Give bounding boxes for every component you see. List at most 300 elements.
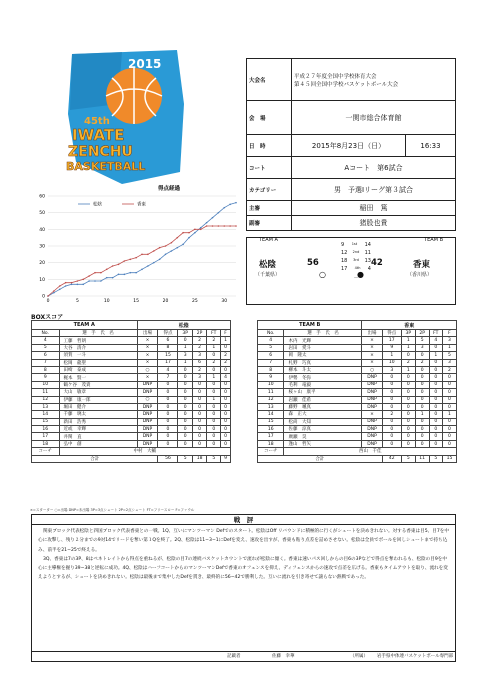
y-tick-label: 20: [39, 261, 45, 267]
data-point: [106, 269, 108, 271]
data-point: [200, 229, 202, 231]
box-cell: 12: [258, 396, 284, 403]
referee: 稲田 篤: [292, 201, 456, 216]
box-cell: 9: [258, 374, 284, 381]
box-cell: 6: [258, 352, 284, 359]
series-line: [48, 203, 236, 296]
logo-year: 2015: [128, 57, 162, 71]
box-cell: 2: [192, 366, 207, 373]
box-cell: 1: [207, 396, 221, 403]
box-cell: DNP: [362, 381, 382, 388]
box-cell: DNP: [137, 403, 158, 410]
total-cell: 42: [382, 455, 401, 462]
box-cell: 17: [32, 433, 60, 440]
box-cell: 0: [429, 374, 442, 381]
box-cell: 0: [178, 337, 192, 344]
score-progress-chart: [30, 184, 242, 310]
box-cell: 3: [382, 366, 401, 373]
data-point: [88, 275, 90, 277]
sign-name: 佐藤 幸華: [272, 654, 295, 659]
data-point: [188, 237, 190, 239]
box-cell: 1: [221, 337, 231, 344]
y-tick-label: 50: [39, 211, 45, 217]
coach-label: コーチ: [258, 448, 284, 455]
box-header-row: [32, 330, 231, 337]
box-cell: 0: [401, 389, 415, 396]
data-point: [212, 217, 214, 219]
legend-label: 松陰: [93, 202, 102, 208]
data-point: [165, 254, 167, 256]
table-row: [32, 403, 231, 410]
box-cell: 0: [178, 374, 192, 381]
score-summary: [246, 237, 456, 305]
box-cell: 7: [158, 374, 178, 381]
table-row: [258, 374, 457, 381]
total-cell: 5: [429, 455, 442, 462]
box-cell: 0: [178, 433, 192, 440]
team-b-score: 42: [371, 258, 383, 268]
data-point: [206, 225, 208, 227]
y-tick-label: 60: [39, 194, 45, 200]
legend-label: 香東: [137, 202, 146, 208]
box-cell: 4: [32, 337, 60, 344]
box-cell: DNP: [137, 426, 158, 433]
box-cell: 0: [178, 389, 192, 396]
box-cell: ○: [137, 366, 158, 373]
box-cell: 0: [382, 433, 401, 440]
box-cell: DNP: [362, 433, 382, 440]
coach-name: 西山 千佳: [284, 448, 457, 455]
box-cell: 0: [415, 374, 429, 381]
box-cell: 3: [442, 359, 456, 366]
data-point: [194, 232, 196, 234]
sign-org: 岩手県中体連バスケットボール専門部: [377, 654, 454, 659]
table-row: [258, 426, 457, 433]
data-point: [59, 285, 61, 287]
box-cell: 0: [401, 433, 415, 440]
box-cell: 1: [442, 344, 456, 351]
box-cell: 0: [429, 433, 442, 440]
box-cell: 0: [158, 411, 178, 418]
label-venue: 会 場: [247, 101, 292, 135]
data-point: [171, 242, 173, 244]
box-header-cell: F: [442, 330, 456, 337]
data-point: [47, 295, 49, 297]
y-tick-label: 40: [39, 227, 45, 233]
box-cell: 0: [207, 381, 221, 388]
tournament-logo: [62, 44, 192, 189]
box-cell: 12: [32, 396, 60, 403]
box-cell: 0: [178, 418, 192, 425]
total-cell: 18: [192, 455, 207, 462]
box-cell: 0: [192, 411, 207, 418]
box-header-row: [258, 330, 457, 337]
data-point: [94, 272, 96, 274]
box-cell: 0: [382, 374, 401, 381]
box-cell: 大谷 清介: [59, 344, 137, 351]
table-row: [258, 403, 457, 410]
box-cell: 7: [32, 359, 60, 366]
box-header-cell: 得点: [382, 330, 401, 337]
box-cell: 0: [415, 426, 429, 433]
box-cell: 0: [207, 352, 221, 359]
box-cell: 15: [32, 418, 60, 425]
game-time: 16:33: [406, 135, 456, 157]
box-cell: 0: [401, 352, 415, 359]
team-a-label: TEAM A: [259, 237, 278, 243]
table-row: [32, 374, 231, 381]
box-cell: 2: [415, 359, 429, 366]
table-row: [258, 366, 457, 373]
box-header-cell: 出場: [137, 330, 158, 337]
data-point: [176, 247, 178, 249]
box-cell: 1: [442, 411, 456, 418]
box-cell: 0: [382, 389, 401, 396]
label-datetime: 日 時: [247, 135, 292, 157]
box-cell: 2: [382, 411, 401, 418]
box-cell: 5: [258, 344, 284, 351]
box-cell: 10: [382, 359, 401, 366]
box-header-cell: 2P: [415, 330, 429, 337]
overtime: －: [353, 275, 359, 281]
box-cell: 0: [415, 381, 429, 388]
box-cell: DNP: [362, 374, 382, 381]
coach-row: [258, 448, 457, 455]
box-cell: 0: [178, 381, 192, 388]
table-row: [32, 381, 231, 388]
box-cell: 1: [401, 366, 415, 373]
box-cell: 17: [158, 359, 178, 366]
data-point: [200, 227, 202, 229]
box-cell: 梶本 賢一: [59, 374, 137, 381]
box-cell: 2: [192, 337, 207, 344]
data-point: [141, 254, 143, 256]
quarter-row: 17 4th 4: [341, 266, 371, 272]
box-cell: 0: [158, 403, 178, 410]
x-tick-label: 15: [133, 299, 139, 304]
box-cell: 1: [207, 374, 221, 381]
box-cell: ○: [362, 366, 382, 373]
label-tournament: 大会名: [247, 59, 292, 101]
team-b-label: TEAM B: [424, 237, 443, 243]
box-header-cell: FT: [207, 330, 221, 337]
table-row: [32, 359, 231, 366]
box-cell: 廣瀬 昊: [284, 433, 362, 440]
data-point: [218, 212, 220, 214]
box-cell: 0: [207, 403, 221, 410]
box-cell: 5: [32, 344, 60, 351]
box-cell: 9: [32, 374, 60, 381]
box-cell: 1: [401, 344, 415, 351]
box-cell: 1: [401, 337, 415, 344]
box-cell: 11: [32, 389, 60, 396]
x-tick-label: 0: [46, 299, 50, 304]
box-cell: 0: [178, 396, 192, 403]
report-signature: [31, 652, 456, 662]
box-cell: 1: [415, 411, 429, 418]
table-row: [258, 440, 457, 447]
box-cell: 1: [382, 352, 401, 359]
box-cell: 4: [158, 366, 178, 373]
box-cell: 0: [221, 389, 231, 396]
box-cell: 1: [178, 359, 192, 366]
data-point: [65, 282, 67, 284]
box-cell: 6: [32, 352, 60, 359]
report-paragraph-2: 3Q、香東は7の3P、8はペネトレイトから得点を重ねるが、松陰の目7の連続バスケットカウントで流れが松陰に傾く。香東は速いパス回しからの目6の3Pなどで得点を奪われるも、松陰の目9を中心に主導権を握り39−38と逆転に成功。4Q、松陰はハーフコートからのマンツーマンDefで香東のオフェンスを抑え、ディフェンスからの速攻で点差を広げる。香東もタイムアウトを取り、流れを変えようとするが、シュートを決めきれない。松陰は最後まで集中したDefを貫き、最終的に56−42で勝利した。互いに流れを引き寄せて譲らない熱戦であった。: [38, 556, 448, 581]
x-tick-label: 30: [221, 299, 228, 304]
box-cell: 13: [32, 403, 60, 410]
data-point: [218, 225, 220, 227]
data-point: [212, 225, 214, 227]
coach-label: コーチ: [32, 448, 60, 455]
data-point: [182, 232, 184, 234]
box-cell: 16: [32, 426, 60, 433]
box-cell: 0: [415, 352, 429, 359]
box-cell: 0: [442, 433, 456, 440]
box-cell: 0: [192, 433, 207, 440]
team-b-name: 香東: [413, 260, 431, 270]
box-cell: 2: [221, 359, 231, 366]
box-cell: 0: [429, 389, 442, 396]
box-cell: 8: [258, 366, 284, 373]
table-row: [32, 426, 231, 433]
table-row: [32, 344, 231, 351]
data-point: [182, 244, 184, 246]
box-cell: 近或 幸輝: [59, 426, 137, 433]
box-cell: DNP: [362, 396, 382, 403]
team-a-pref: （千葉県）: [255, 272, 281, 278]
box-cell: 0: [401, 381, 415, 388]
data-point: [77, 284, 79, 286]
team-a-box-label: TEAM A: [32, 321, 138, 330]
box-cell: 10: [258, 381, 284, 388]
report-paragraph-1: 関東ブロック代表松陰と四国ブロック代表香東との一戦。1Q、互いにマンツーマン Defでのスタート。松陰はOff リバウンドに積極的に行くがシュートを決めきれない。対する香東は目5、目7を中心に攻撃し、残り２分までの9対14でリードを奪い第１Qを終了。2Q、松陰は11−3−1にDefを変え、速攻を出すが、香東も粘り点差を詰めさせない。松陰は全員でボールを回しシュートまで持ち込み、前半を21−25で終える。: [38, 529, 449, 553]
tournament-name: 平成２７年度全国中学校体育大会 第４５回全国中学校バスケットボール大会: [292, 59, 456, 101]
team-a-box-name: 松陰: [137, 321, 230, 330]
data-point: [124, 260, 126, 262]
box-cell: 0: [429, 440, 442, 447]
data-point: [188, 232, 190, 234]
box-cell: 0: [221, 344, 231, 351]
data-point: [153, 250, 155, 252]
venue: 一関市総合体育館: [292, 101, 456, 135]
box-cell: 6: [192, 359, 207, 366]
box-cell: 0: [207, 366, 221, 373]
team-a-name: 松陰: [259, 260, 277, 270]
box-cell: DNP: [362, 440, 382, 447]
total-cell: 5: [178, 455, 192, 462]
table-row: [32, 337, 231, 344]
box-cell: 岩田 愛斗: [284, 344, 362, 351]
box-cell: 0: [382, 440, 401, 447]
box-cell: 2: [221, 352, 231, 359]
box-cell: 14: [32, 411, 60, 418]
data-point: [112, 265, 114, 267]
data-point: [141, 269, 143, 271]
box-header-cell: 得点: [158, 330, 178, 337]
box-cell: ×: [362, 337, 382, 344]
box-cell: 0: [221, 411, 231, 418]
total-cell: 56: [158, 455, 178, 462]
box-legend-note: ×=スターター ○=出場 DNP=未出場 3P=3点シュート 2P=2点シュート FT=フリースロー F=ファウル: [30, 508, 195, 512]
box-header-cell: 3P: [178, 330, 192, 337]
y-tick-label: 0: [42, 294, 45, 300]
box-cell: 10: [32, 381, 60, 388]
game-info-table: [246, 58, 456, 231]
team-b-result: ●: [357, 270, 364, 279]
data-point: [118, 264, 120, 266]
data-point: [223, 207, 225, 209]
box-cell: 0: [221, 403, 231, 410]
chart-svg: [30, 184, 242, 310]
box-cell: 3: [415, 344, 429, 351]
box-cell: 0: [401, 440, 415, 447]
box-cell: 0: [382, 381, 401, 388]
box-cell: 9: [382, 344, 401, 351]
box-cell: 1: [429, 352, 442, 359]
box-cell: 0: [382, 403, 401, 410]
x-tick-label: 5: [75, 299, 79, 304]
data-point: [147, 265, 149, 267]
box-cell: 3: [178, 352, 192, 359]
box-cell: DNP: [137, 440, 158, 447]
table-row: [32, 389, 231, 396]
box-cell: 6: [158, 337, 178, 344]
data-point: [223, 225, 225, 227]
box-cell: 3: [442, 337, 456, 344]
total-row: [258, 455, 457, 462]
data-point: [153, 262, 155, 264]
table-row: [32, 396, 231, 403]
box-cell: ○: [137, 396, 158, 403]
box-header-cell: No.: [32, 330, 60, 337]
data-point: [129, 259, 131, 261]
data-point: [229, 204, 231, 206]
data-point: [129, 272, 131, 274]
data-point: [176, 237, 178, 239]
box-cell: 毛利 竜毅: [284, 381, 362, 388]
court: Aコート 第6試合: [292, 157, 456, 179]
box-cell: 伊藤 康一郎: [59, 396, 137, 403]
data-point: [235, 202, 237, 204]
box-cell: 3: [192, 352, 207, 359]
series-line: [48, 226, 236, 296]
box-cell: 0: [178, 366, 192, 373]
data-point: [118, 274, 120, 276]
box-cell: 桜ヶ山 康平: [284, 389, 362, 396]
box-cell: 0: [442, 440, 456, 447]
box-cell: 0: [429, 403, 442, 410]
data-point: [112, 277, 114, 279]
table-row: [32, 411, 231, 418]
box-cell: 0: [442, 389, 456, 396]
y-tick-label: 30: [39, 244, 45, 250]
box-cell: 5: [415, 337, 429, 344]
box-cell: 2: [207, 359, 221, 366]
data-point: [71, 284, 73, 286]
total-cell: 15: [442, 455, 456, 462]
label-umpire: 副審: [247, 216, 292, 231]
table-row: [258, 418, 457, 425]
box-cell: 松岡 龍聖: [59, 359, 137, 366]
label-category: カテゴリー: [247, 179, 292, 201]
table-row: [32, 433, 231, 440]
box-cell: 0: [207, 389, 221, 396]
total-cell: 5: [401, 455, 415, 462]
box-cell: 0: [192, 396, 207, 403]
data-point: [59, 289, 61, 291]
box-cell: 0: [442, 374, 456, 381]
box-cell: 0: [207, 426, 221, 433]
table-row: [32, 352, 231, 359]
box-cell: DNP: [362, 426, 382, 433]
box-cell: ×: [137, 352, 158, 359]
box-cell: 0: [192, 381, 207, 388]
box-header-cell: F: [221, 330, 231, 337]
box-cell: 5: [442, 352, 456, 359]
quarter-scores: [341, 242, 371, 282]
box-cell: 0: [158, 381, 178, 388]
box-cell: ×: [362, 359, 382, 366]
box-cell: 0: [382, 426, 401, 433]
table-row: [32, 418, 231, 425]
box-cell: 0: [221, 433, 231, 440]
quarter-row: 12 2nd 11: [341, 250, 371, 256]
box-cell: 13: [258, 403, 284, 410]
box-cell: 14: [258, 411, 284, 418]
table-row: [258, 411, 457, 418]
box-cell: 松尚 大知: [284, 418, 362, 425]
box-cell: 0: [415, 433, 429, 440]
box-cell: 大山 敏章: [59, 389, 137, 396]
box-cell: 0: [192, 418, 207, 425]
box-cell: 0: [401, 403, 415, 410]
box-cell: DNP: [137, 433, 158, 440]
box-table-team-b: [257, 320, 457, 463]
box-cell: 4: [429, 337, 442, 344]
data-point: [94, 280, 96, 282]
box-cell: 17: [258, 433, 284, 440]
box-cell: ×: [137, 359, 158, 366]
box-cell: 0: [221, 418, 231, 425]
box-cell: 岡 隆太: [284, 352, 362, 359]
box-cell: 札野 巧真: [284, 359, 362, 366]
box-cell: DNP: [362, 389, 382, 396]
box-cell: 0: [158, 396, 178, 403]
box-cell: 須賀 一斗: [59, 352, 137, 359]
box-cell: ×: [362, 411, 382, 418]
table-row: [258, 344, 457, 351]
team-b-box-label: TEAM B: [258, 321, 362, 330]
team-a-score: 56: [307, 258, 319, 268]
label-referee: 主審: [247, 201, 292, 216]
box-cell: ×: [362, 344, 382, 351]
y-tick-label: 10: [39, 277, 45, 283]
box-cell: 15: [158, 352, 178, 359]
box-cell: 11: [258, 389, 284, 396]
box-cell: 0: [207, 433, 221, 440]
sign-org-label: （所属）: [350, 654, 368, 659]
box-cell: 4: [221, 374, 231, 381]
logo-line1: IWATE: [72, 126, 125, 144]
box-cell: 0: [207, 418, 221, 425]
data-point: [106, 277, 108, 279]
box-cell: 0: [429, 426, 442, 433]
table-row: [258, 381, 457, 388]
box-cell: 0: [401, 418, 415, 425]
box-cell: 0: [401, 426, 415, 433]
chart-title: 得点経過: [158, 186, 181, 192]
